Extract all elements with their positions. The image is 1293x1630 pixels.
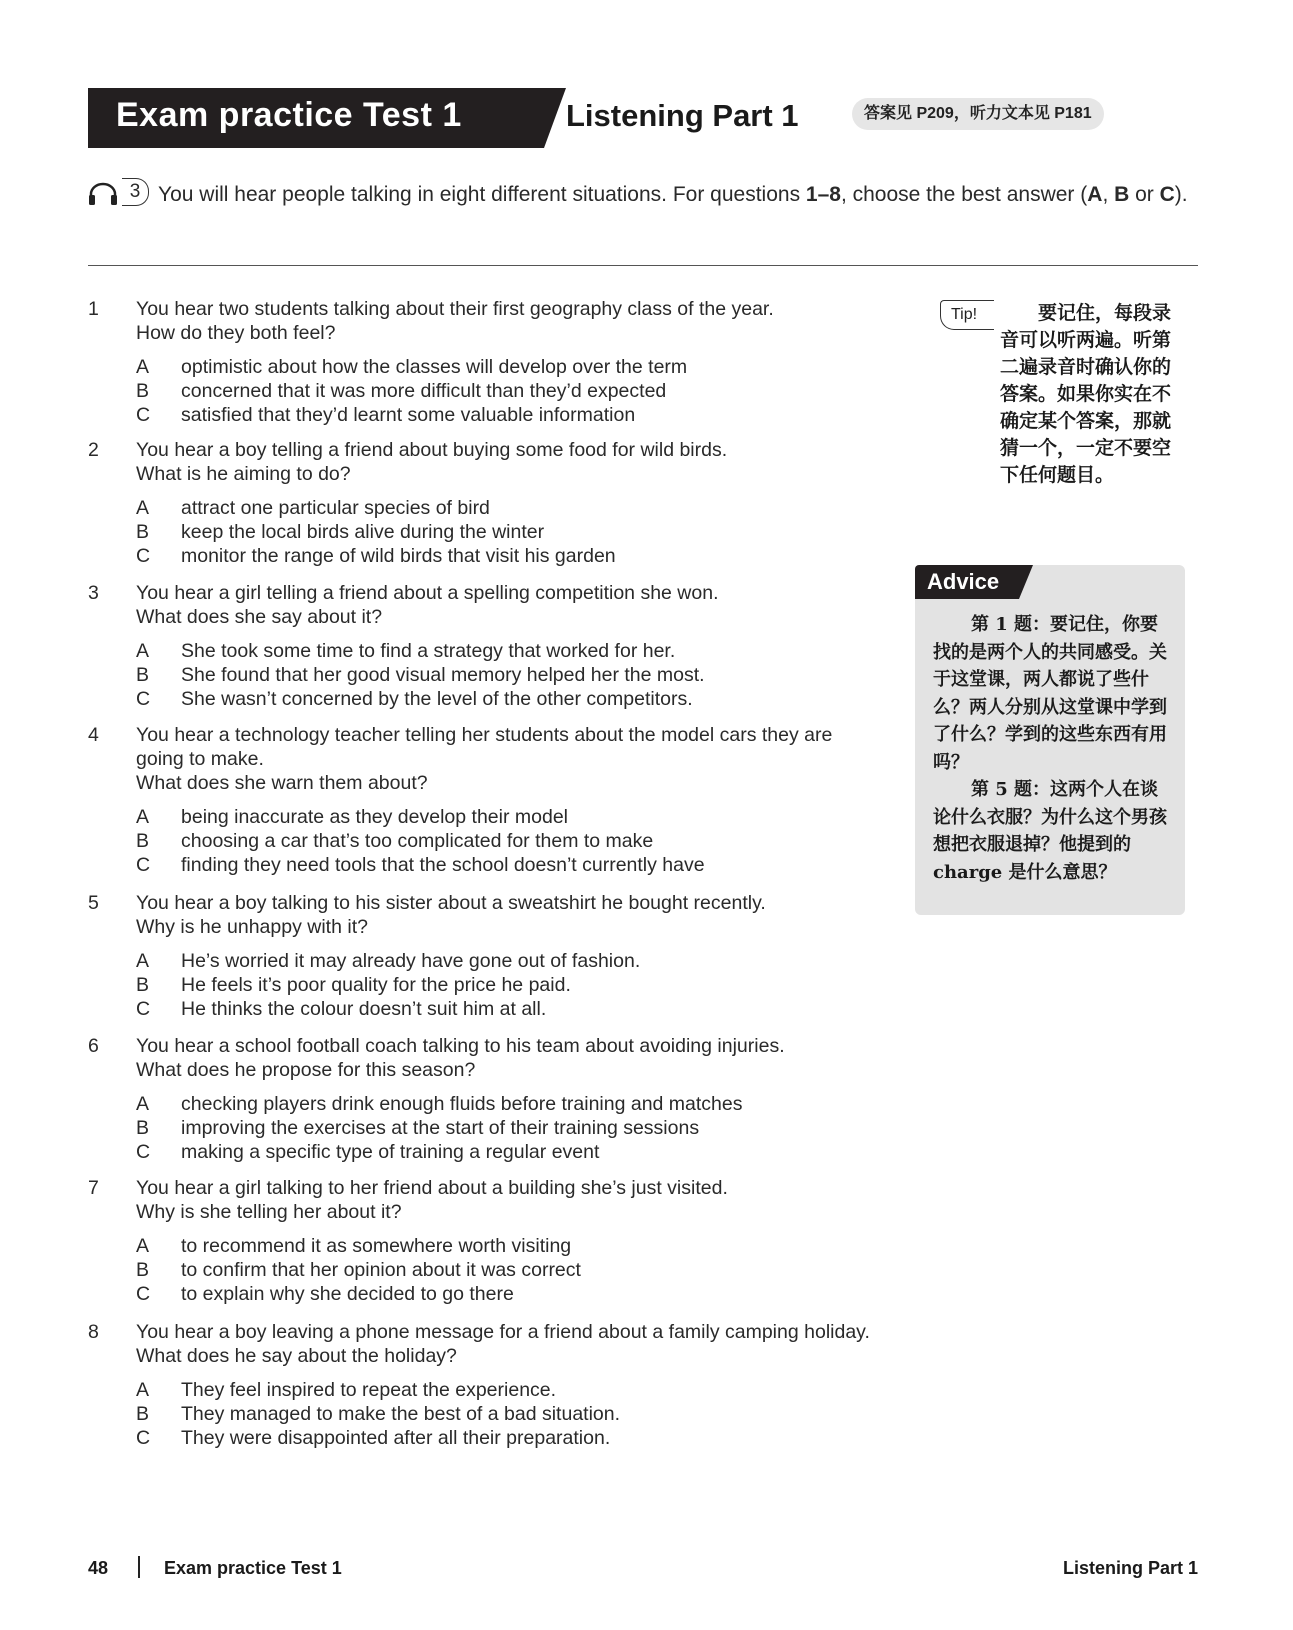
question-item [88, 1320, 928, 1450]
question-stem [136, 581, 928, 629]
answer-option[interactable] [136, 1258, 928, 1282]
answer-options [136, 1092, 928, 1164]
answer-options [136, 496, 928, 568]
answer-option[interactable] [136, 1426, 928, 1450]
title-tab [88, 88, 544, 148]
question-number: 4 [88, 724, 99, 746]
option-letter: B [136, 830, 150, 852]
option-text: She found that her good visual memory helped her the most. [181, 664, 705, 686]
question-number: 7 [88, 1177, 99, 1199]
option-text: attract one particular species of bird [181, 497, 490, 519]
answer-reference-badge: 答案见 P209，听力文本见 P181 [852, 98, 1104, 130]
option-a-ref: A [1087, 183, 1103, 206]
option-text: He’s worried it may already have gone out of fashion. [181, 950, 641, 972]
option-letter: A [136, 806, 150, 828]
answer-option[interactable] [136, 663, 928, 687]
option-text: optimistic about how the classes will develop over the term [181, 356, 688, 378]
question-item [88, 581, 928, 711]
headphones-icon [88, 182, 118, 206]
question-number: 2 [88, 439, 99, 461]
option-text: to explain why she decided to go there [181, 1283, 514, 1305]
question-stem-line: You hear a boy talking to his sister about a sweatshirt he bought recently. [136, 892, 766, 914]
advice-paragraph: 第 5 题：这两个人在谈论什么衣服？为什么这个男孩想把衣服退掉？他提到的 charge 是什么意思？ [933, 779, 1167, 883]
question-item [88, 1176, 928, 1306]
question-stem-line: You hear a school football coach talking to his team about avoiding injuries. [136, 1035, 785, 1057]
page-number: 48 [88, 1558, 109, 1578]
question-stem [136, 438, 928, 486]
answer-option[interactable] [136, 949, 928, 973]
divider [88, 265, 1198, 266]
option-letter: A [136, 1379, 150, 1401]
option-letter: B [136, 974, 150, 996]
option-letter: A [136, 640, 150, 662]
question-stem [136, 1034, 928, 1082]
option-letter: C [136, 404, 151, 426]
footer-test-title: Exam practice Test 1 [164, 1558, 342, 1578]
question-stem-line: You hear a girl talking to her friend about a building she’s just visited. [136, 1177, 728, 1199]
question-stem-line: What does he say about the holiday? [136, 1345, 457, 1367]
question-item [88, 723, 928, 877]
answer-option[interactable] [136, 544, 928, 568]
answer-option[interactable] [136, 1378, 928, 1402]
footer-separator [138, 1556, 140, 1578]
instructions-or: or [1129, 183, 1160, 206]
instructions-text-mid: , choose the best answer ( [840, 183, 1088, 206]
question-number: 1 [88, 298, 99, 320]
option-letter: C [136, 688, 151, 710]
advice-label: Advice [915, 565, 1019, 599]
answer-option[interactable] [136, 639, 928, 663]
option-letter: B [136, 1259, 150, 1281]
answer-options [136, 949, 928, 1021]
option-text: concerned that it was more difficult than they’d expected [181, 380, 667, 402]
answer-option[interactable] [136, 1402, 928, 1426]
question-stem-line: Why is she telling her about it? [136, 1201, 402, 1223]
answer-option[interactable] [136, 379, 928, 403]
option-letter: C [136, 1427, 151, 1449]
option-text: He thinks the colour doesn’t suit him at all. [181, 998, 547, 1020]
question-item [88, 438, 928, 568]
answer-option[interactable] [136, 1140, 928, 1164]
answer-option[interactable] [136, 805, 928, 829]
option-text: keep the local birds alive during the winter [181, 521, 545, 543]
answer-option[interactable] [136, 1092, 928, 1116]
question-stem [136, 297, 928, 345]
question-number: 5 [88, 892, 99, 914]
question-stem-line: You hear a boy telling a friend about buying some food for wild birds. [136, 439, 728, 461]
answer-option[interactable] [136, 520, 928, 544]
track-number: 3 [122, 178, 149, 206]
question-stem [136, 723, 928, 795]
instructions [88, 180, 1198, 209]
answer-option[interactable] [136, 1282, 928, 1306]
option-letter: A [136, 356, 150, 378]
option-letter: C [136, 1141, 151, 1163]
question-stem-line: going to make. [136, 748, 264, 770]
advice-text [933, 611, 1173, 886]
answer-options [136, 1234, 928, 1306]
answer-options [136, 805, 928, 877]
answer-option[interactable] [136, 997, 928, 1021]
instructions-text: You will hear people talking in eight different situations. For questions [158, 183, 806, 206]
option-letter: A [136, 497, 150, 519]
question-stem [136, 891, 928, 939]
answer-option[interactable] [136, 687, 928, 711]
advice-box [915, 565, 1185, 915]
option-text: being inaccurate as they develop their model [181, 806, 568, 828]
option-text: They feel inspired to repeat the experience. [181, 1379, 557, 1401]
option-text: She wasn’t concerned by the level of the other competitors. [181, 688, 693, 710]
option-text: He feels it’s poor quality for the price he paid. [181, 974, 571, 996]
question-range: 1–8 [805, 183, 841, 206]
answer-option[interactable] [136, 496, 928, 520]
option-text: checking players drink enough fluids before training and matches [181, 1093, 743, 1115]
answer-option[interactable] [136, 973, 928, 997]
question-stem-line: Why is he unhappy with it? [136, 916, 368, 938]
answer-option[interactable] [136, 355, 928, 379]
question-number: 6 [88, 1035, 99, 1057]
answer-option[interactable] [136, 1116, 928, 1140]
option-text: to confirm that her opinion about it was correct [181, 1259, 581, 1281]
option-letter: C [136, 854, 151, 876]
question-stem-line: What does he propose for this season? [136, 1059, 476, 1081]
option-b-ref: B [1114, 183, 1130, 206]
question-stem-line: You hear a boy leaving a phone message for a friend about a family camping holiday. [136, 1321, 870, 1343]
footer-section-title: Listening Part 1 [1062, 1558, 1198, 1578]
page-title: Exam practice Test 1 [116, 96, 462, 134]
answer-options [136, 639, 928, 711]
option-letter: B [136, 1403, 150, 1425]
option-letter: A [136, 1093, 150, 1115]
option-letter: C [136, 545, 151, 567]
section-title: Listening Part 1 [566, 98, 799, 133]
option-text: choosing a car that’s too complicated for them to make [181, 830, 654, 852]
tip-label: Tip! [940, 300, 994, 330]
option-text: improving the exercises at the start of their training sessions [181, 1117, 700, 1139]
instructions-separator: , [1102, 183, 1115, 206]
page-header [88, 88, 1208, 148]
option-letter: C [136, 1283, 151, 1305]
option-text: making a specific type of training a regular event [181, 1141, 600, 1163]
option-letter: B [136, 1117, 150, 1139]
option-letter: B [136, 521, 150, 543]
instructions-end: ). [1174, 183, 1188, 206]
option-text: finding they need tools that the school doesn’t currently have [181, 854, 705, 876]
question-item [88, 891, 928, 1021]
answer-option[interactable] [136, 853, 928, 877]
tip-text: 要记住，每段录音可以听两遍。听第二遍录音时确认你的答案。如果你实在不确定某个答案，那就猜一个，一定不要空下任何题目。 [1000, 302, 1172, 486]
option-letter: C [136, 998, 151, 1020]
answer-option[interactable] [136, 1234, 928, 1258]
question-stem [136, 1176, 928, 1224]
option-c-ref: C [1159, 183, 1175, 206]
answer-option[interactable] [136, 829, 928, 853]
question-stem-line: You hear a technology teacher telling her students about the model cars they are [136, 724, 833, 746]
question-stem-line: You hear a girl telling a friend about a spelling competition she won. [136, 582, 719, 604]
option-text: monitor the range of wild birds that visit his garden [181, 545, 616, 567]
answer-option[interactable] [136, 403, 928, 427]
option-text: They managed to make the best of a bad situation. [181, 1403, 621, 1425]
question-stem-line: How do they both feel? [136, 322, 336, 344]
question-item [88, 297, 928, 427]
option-text: She took some time to find a strategy that worked for her. [181, 640, 676, 662]
answer-options [136, 355, 928, 427]
question-stem-line: You hear two students talking about their first geography class of the year. [136, 298, 774, 320]
question-stem-line: What does she say about it? [136, 606, 383, 628]
question-number: 3 [88, 582, 99, 604]
option-text: to recommend it as somewhere worth visiting [181, 1235, 572, 1257]
question-stem [136, 1320, 928, 1368]
option-letter: A [136, 950, 150, 972]
question-item [88, 1034, 928, 1164]
option-text: satisfied that they’d learnt some valuable information [181, 404, 636, 426]
option-letter: A [136, 1235, 150, 1257]
question-stem-line: What is he aiming to do? [136, 463, 351, 485]
advice-paragraph: 第 1 题：要记住，你要找的是两个人的共同感受。关于这堂课，两人都说了些什么？两人分别从这堂课中学到了什么？学到的这些东西有用吗？ [933, 614, 1167, 773]
option-text: They were disappointed after all their preparation. [181, 1427, 611, 1449]
question-number: 8 [88, 1321, 99, 1343]
audio-track-badge [88, 180, 154, 204]
option-letter: B [136, 380, 150, 402]
question-stem-line: What does she warn them about? [136, 772, 428, 794]
answer-options [136, 1378, 928, 1450]
option-letter: B [136, 664, 150, 686]
